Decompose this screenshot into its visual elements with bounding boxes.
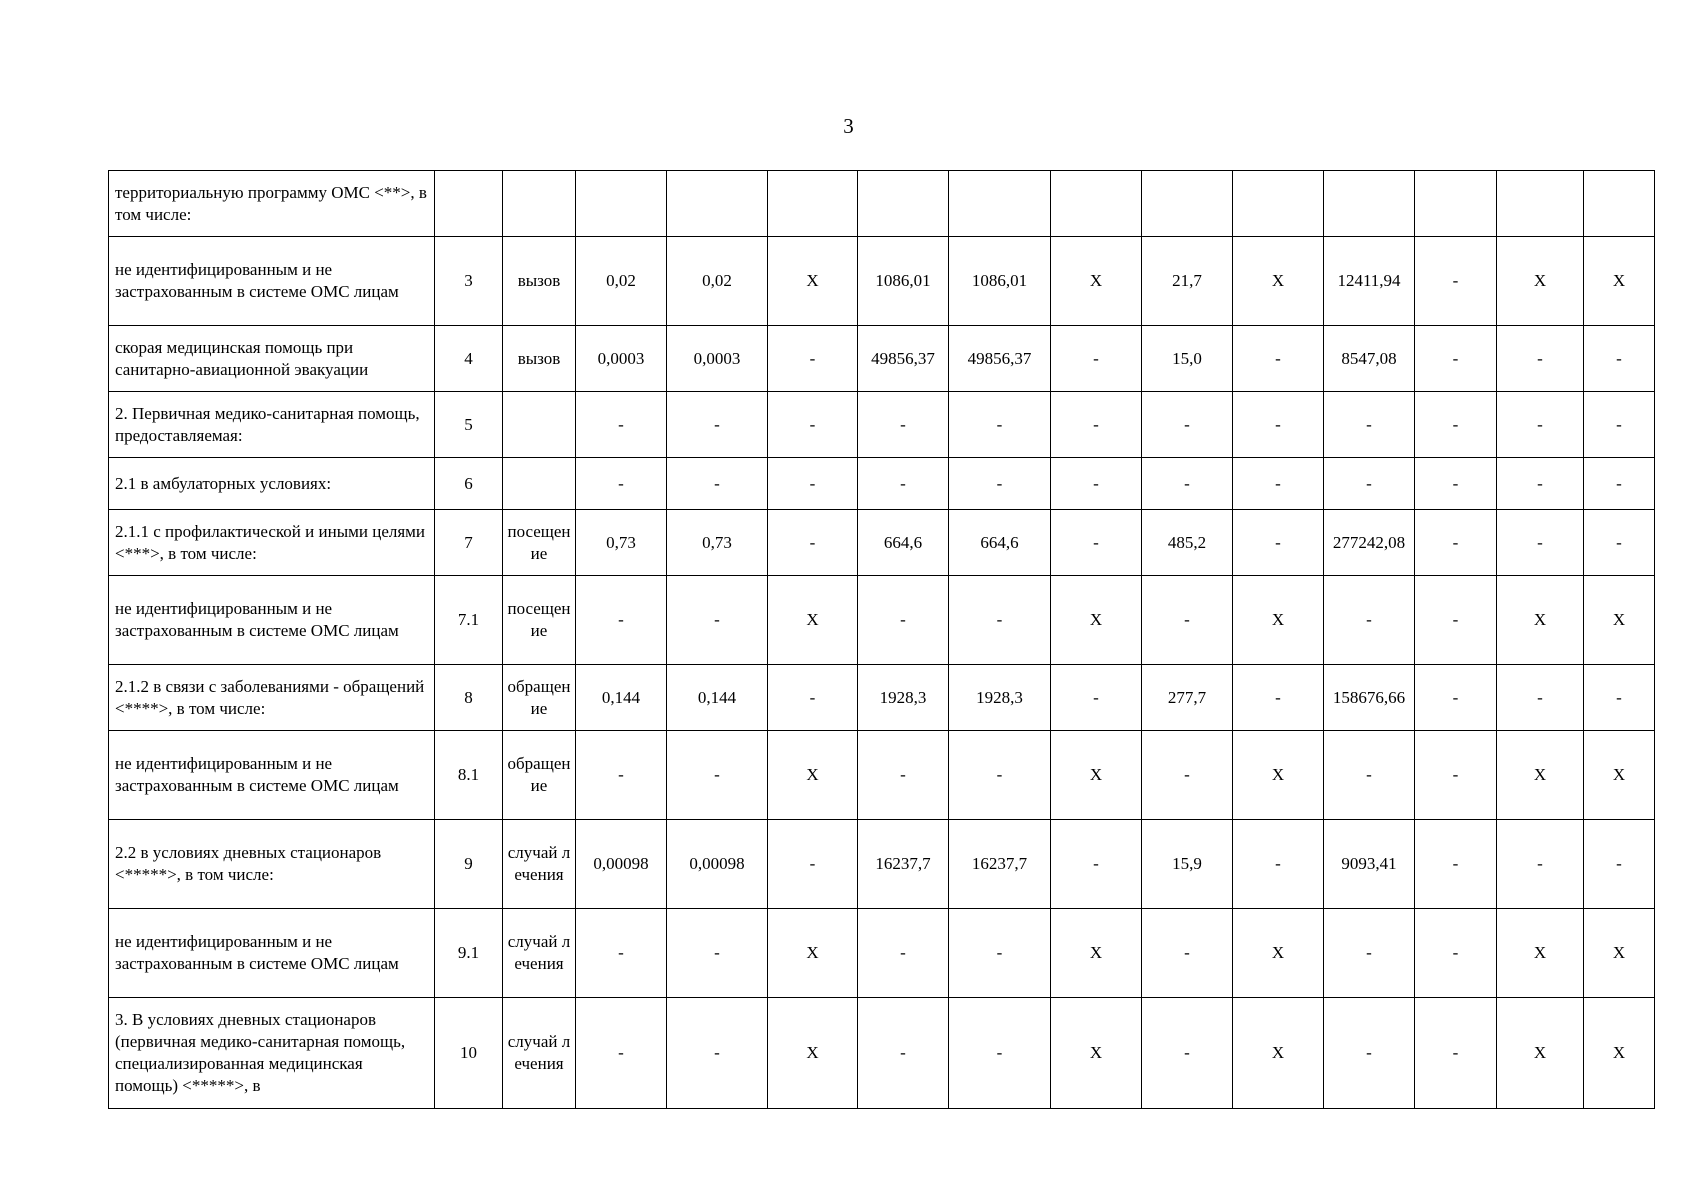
unit-cell bbox=[503, 458, 576, 510]
value-cell: - bbox=[1415, 237, 1497, 326]
row-number-cell: 7.1 bbox=[435, 576, 503, 665]
value-cell: - bbox=[1324, 909, 1415, 998]
value-cell: 9093,41 bbox=[1324, 820, 1415, 909]
value-cell: Х bbox=[1497, 576, 1584, 665]
value-cell: - bbox=[1497, 820, 1584, 909]
table-row bbox=[109, 326, 1655, 392]
value-cell: - bbox=[1415, 510, 1497, 576]
value-cell: - bbox=[667, 576, 768, 665]
value-cell: 1086,01 bbox=[858, 237, 949, 326]
value-cell: - bbox=[858, 731, 949, 820]
row-name-cell: не идентифицированным и не застрахованным в системе ОМС лицам bbox=[109, 909, 435, 998]
value-cell: - bbox=[1584, 510, 1655, 576]
value-cell: - bbox=[1584, 458, 1655, 510]
value-cell bbox=[1324, 171, 1415, 237]
value-cell: 0,73 bbox=[667, 510, 768, 576]
table-row bbox=[109, 576, 1655, 665]
value-cell: - bbox=[1415, 392, 1497, 458]
value-cell: - bbox=[1233, 458, 1324, 510]
value-cell: Х bbox=[1584, 576, 1655, 665]
value-cell: - bbox=[858, 998, 949, 1109]
value-cell: 1928,3 bbox=[949, 665, 1051, 731]
value-cell: - bbox=[1324, 392, 1415, 458]
value-cell: Х bbox=[1051, 576, 1142, 665]
value-cell: - bbox=[949, 731, 1051, 820]
value-cell: - bbox=[1051, 665, 1142, 731]
value-cell: Х bbox=[768, 576, 858, 665]
table-row bbox=[109, 998, 1655, 1109]
value-cell: - bbox=[1584, 326, 1655, 392]
value-cell: - bbox=[1324, 731, 1415, 820]
row-number-cell: 10 bbox=[435, 998, 503, 1109]
row-name-cell: 3. В условиях дневных стационаров (первичная медико-санитарная помощь, специализированная медицинская помощь) <*****>, в bbox=[109, 998, 435, 1109]
table-row bbox=[109, 171, 1655, 237]
row-name-cell: 2.2 в условиях дневных стационаров <*****>, в том числе: bbox=[109, 820, 435, 909]
value-cell: - bbox=[576, 576, 667, 665]
value-cell: 49856,37 bbox=[949, 326, 1051, 392]
value-cell: - bbox=[1415, 326, 1497, 392]
value-cell: - bbox=[1324, 576, 1415, 665]
value-cell: - bbox=[1324, 458, 1415, 510]
value-cell: Х bbox=[1584, 998, 1655, 1109]
value-cell: - bbox=[1415, 909, 1497, 998]
value-cell bbox=[576, 171, 667, 237]
value-cell: - bbox=[667, 392, 768, 458]
value-cell: Х bbox=[1233, 237, 1324, 326]
value-cell: 0,144 bbox=[576, 665, 667, 731]
value-cell: 0,00098 bbox=[667, 820, 768, 909]
unit-cell: вызов bbox=[503, 237, 576, 326]
value-cell: - bbox=[1051, 392, 1142, 458]
value-cell: - bbox=[1051, 510, 1142, 576]
value-cell: - bbox=[667, 998, 768, 1109]
page-number: 3 bbox=[843, 114, 854, 138]
value-cell: - bbox=[1051, 458, 1142, 510]
table-row bbox=[109, 665, 1655, 731]
value-cell: 21,7 bbox=[1142, 237, 1233, 326]
value-cell: Х bbox=[1051, 237, 1142, 326]
value-cell: - bbox=[1497, 392, 1584, 458]
value-cell: - bbox=[667, 458, 768, 510]
value-cell: 15,0 bbox=[1142, 326, 1233, 392]
value-cell: - bbox=[1584, 820, 1655, 909]
unit-cell: случай лечения bbox=[503, 820, 576, 909]
value-cell: - bbox=[949, 458, 1051, 510]
table-row bbox=[109, 392, 1655, 458]
value-cell: 15,9 bbox=[1142, 820, 1233, 909]
value-cell: - bbox=[1142, 731, 1233, 820]
value-cell: 16237,7 bbox=[858, 820, 949, 909]
value-cell: - bbox=[1233, 326, 1324, 392]
value-cell bbox=[1584, 171, 1655, 237]
value-cell: - bbox=[1142, 998, 1233, 1109]
value-cell: 0,00098 bbox=[576, 820, 667, 909]
value-cell: - bbox=[768, 458, 858, 510]
row-number-cell: 7 bbox=[435, 510, 503, 576]
unit-cell bbox=[503, 392, 576, 458]
value-cell: - bbox=[1415, 820, 1497, 909]
unit-cell: вызов bbox=[503, 326, 576, 392]
row-number-cell: 3 bbox=[435, 237, 503, 326]
value-cell: 0,0003 bbox=[576, 326, 667, 392]
value-cell: - bbox=[1497, 326, 1584, 392]
value-cell bbox=[1142, 171, 1233, 237]
value-cell: Х bbox=[1233, 576, 1324, 665]
value-cell: - bbox=[1497, 458, 1584, 510]
row-number-cell: 9 bbox=[435, 820, 503, 909]
value-cell: 0,144 bbox=[667, 665, 768, 731]
value-cell bbox=[1497, 171, 1584, 237]
value-cell: - bbox=[1497, 510, 1584, 576]
row-name-cell: не идентифицированным и не застрахованным в системе ОМС лицам bbox=[109, 237, 435, 326]
row-number-cell: 5 bbox=[435, 392, 503, 458]
value-cell: Х bbox=[1497, 998, 1584, 1109]
value-cell: Х bbox=[768, 909, 858, 998]
value-cell: - bbox=[1324, 998, 1415, 1109]
value-cell: 0,73 bbox=[576, 510, 667, 576]
value-cell: - bbox=[576, 392, 667, 458]
value-cell bbox=[949, 171, 1051, 237]
value-cell: 277,7 bbox=[1142, 665, 1233, 731]
value-cell: - bbox=[1415, 998, 1497, 1109]
value-cell: - bbox=[1584, 392, 1655, 458]
value-cell: 0,0003 bbox=[667, 326, 768, 392]
value-cell: 664,6 bbox=[858, 510, 949, 576]
table-row bbox=[109, 458, 1655, 510]
value-cell: - bbox=[768, 665, 858, 731]
value-cell: 12411,94 bbox=[1324, 237, 1415, 326]
value-cell bbox=[667, 171, 768, 237]
value-cell: - bbox=[1233, 510, 1324, 576]
value-cell: - bbox=[1142, 909, 1233, 998]
value-cell: Х bbox=[1584, 237, 1655, 326]
value-cell: - bbox=[858, 458, 949, 510]
value-cell: - bbox=[858, 392, 949, 458]
value-cell: Х bbox=[1051, 998, 1142, 1109]
row-name-cell: 2.1.1 с профилактической и иными целями <***>, в том числе: bbox=[109, 510, 435, 576]
value-cell: Х bbox=[1233, 998, 1324, 1109]
value-cell: - bbox=[858, 576, 949, 665]
value-cell: 16237,7 bbox=[949, 820, 1051, 909]
value-cell: - bbox=[858, 909, 949, 998]
value-cell bbox=[1415, 171, 1497, 237]
value-cell: Х bbox=[1233, 909, 1324, 998]
value-cell: - bbox=[1233, 820, 1324, 909]
value-cell: Х bbox=[768, 998, 858, 1109]
unit-cell bbox=[503, 171, 576, 237]
unit-cell: посещение bbox=[503, 510, 576, 576]
value-cell bbox=[1051, 171, 1142, 237]
row-number-cell bbox=[435, 171, 503, 237]
value-cell: - bbox=[768, 326, 858, 392]
row-name-cell: скорая медицинская помощь при санитарно-авиационной эвакуации bbox=[109, 326, 435, 392]
table-row bbox=[109, 237, 1655, 326]
value-cell: - bbox=[949, 909, 1051, 998]
value-cell: - bbox=[768, 820, 858, 909]
value-cell: - bbox=[1051, 326, 1142, 392]
value-cell: - bbox=[1142, 392, 1233, 458]
value-cell: 0,02 bbox=[576, 237, 667, 326]
value-cell: Х bbox=[1584, 731, 1655, 820]
table-row bbox=[109, 820, 1655, 909]
value-cell bbox=[1233, 171, 1324, 237]
value-cell: - bbox=[1142, 576, 1233, 665]
value-cell: - bbox=[667, 731, 768, 820]
row-number-cell: 9.1 bbox=[435, 909, 503, 998]
unit-cell: обращение bbox=[503, 665, 576, 731]
row-name-cell: 2.1 в амбулаторных условиях: bbox=[109, 458, 435, 510]
value-cell: 485,2 bbox=[1142, 510, 1233, 576]
value-cell bbox=[858, 171, 949, 237]
row-name-cell: не идентифицированным и не застрахованным в системе ОМС лицам bbox=[109, 731, 435, 820]
row-name-cell: 2.1.2 в связи с заболеваниями - обращений <****>, в том числе: bbox=[109, 665, 435, 731]
value-cell: - bbox=[1233, 665, 1324, 731]
unit-cell: случай лечения bbox=[503, 909, 576, 998]
value-cell: Х bbox=[1497, 731, 1584, 820]
unit-cell: случай лечения bbox=[503, 998, 576, 1109]
value-cell: - bbox=[1051, 820, 1142, 909]
value-cell: - bbox=[1233, 392, 1324, 458]
row-number-cell: 8 bbox=[435, 665, 503, 731]
row-number-cell: 6 bbox=[435, 458, 503, 510]
value-cell: Х bbox=[1051, 909, 1142, 998]
value-cell: Х bbox=[768, 731, 858, 820]
value-cell: - bbox=[1584, 665, 1655, 731]
value-cell: - bbox=[1142, 458, 1233, 510]
row-name-cell: не идентифицированным и не застрахованным в системе ОМС лицам bbox=[109, 576, 435, 665]
value-cell: 664,6 bbox=[949, 510, 1051, 576]
value-cell: - bbox=[768, 510, 858, 576]
value-cell: 49856,37 bbox=[858, 326, 949, 392]
value-cell: 8547,08 bbox=[1324, 326, 1415, 392]
unit-cell: посещение bbox=[503, 576, 576, 665]
value-cell: - bbox=[576, 458, 667, 510]
value-cell: - bbox=[949, 576, 1051, 665]
row-number-cell: 4 bbox=[435, 326, 503, 392]
value-cell: Х bbox=[768, 237, 858, 326]
value-cell: - bbox=[768, 392, 858, 458]
value-cell: - bbox=[1497, 665, 1584, 731]
value-cell: - bbox=[576, 998, 667, 1109]
value-cell: Х bbox=[1584, 909, 1655, 998]
row-name-cell: 2. Первичная медико-санитарная помощь, предоставляемая: bbox=[109, 392, 435, 458]
value-cell bbox=[768, 171, 858, 237]
value-cell: 158676,66 bbox=[1324, 665, 1415, 731]
value-cell: - bbox=[576, 909, 667, 998]
value-cell: - bbox=[1415, 576, 1497, 665]
value-cell: 1086,01 bbox=[949, 237, 1051, 326]
data-table bbox=[108, 170, 1655, 1109]
value-cell: Х bbox=[1497, 237, 1584, 326]
row-name-cell: территориальную программу ОМС <**>, в том числе: bbox=[109, 171, 435, 237]
value-cell: - bbox=[949, 998, 1051, 1109]
value-cell: 1928,3 bbox=[858, 665, 949, 731]
value-cell: Х bbox=[1051, 731, 1142, 820]
unit-cell: обращение bbox=[503, 731, 576, 820]
value-cell: - bbox=[949, 392, 1051, 458]
table-row bbox=[109, 731, 1655, 820]
value-cell: 0,02 bbox=[667, 237, 768, 326]
table-row bbox=[109, 909, 1655, 998]
value-cell: 277242,08 bbox=[1324, 510, 1415, 576]
value-cell: - bbox=[576, 731, 667, 820]
value-cell: - bbox=[1415, 731, 1497, 820]
row-number-cell: 8.1 bbox=[435, 731, 503, 820]
value-cell: Х bbox=[1497, 909, 1584, 998]
value-cell: - bbox=[1415, 458, 1497, 510]
value-cell: Х bbox=[1233, 731, 1324, 820]
table-row bbox=[109, 510, 1655, 576]
value-cell: - bbox=[667, 909, 768, 998]
value-cell: - bbox=[1415, 665, 1497, 731]
